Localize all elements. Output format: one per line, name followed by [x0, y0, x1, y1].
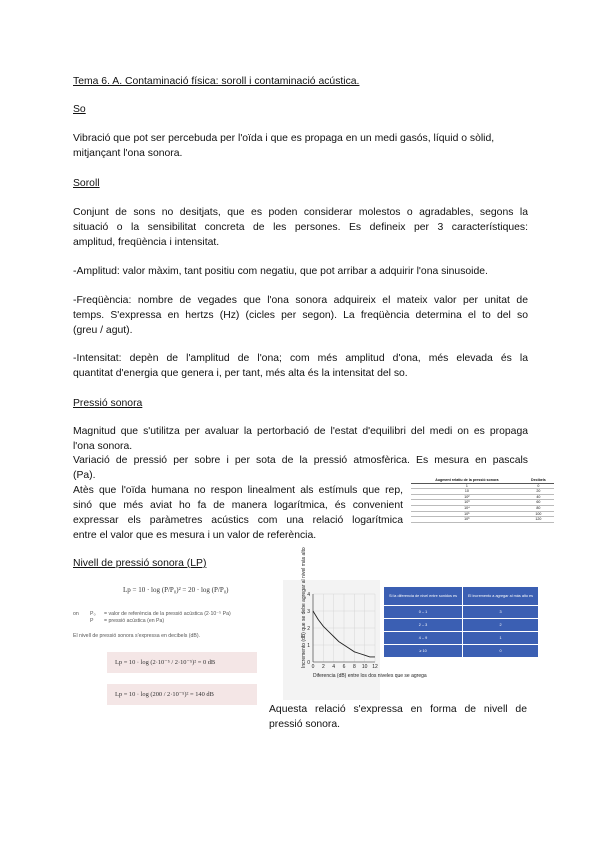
y-tick-label: 2	[307, 625, 310, 632]
paragraph-pressio-3: Atès que l'oïda humana no respon linealment als estímuls que rep, sinó que més aviat ho fa de manera logarítmica, és convenient expressar els paràmetres acústics com una relació logarítmica entre el valor que es mesura i un valor de referència.	[73, 485, 403, 541]
table-cell: 60	[523, 500, 554, 506]
paragraph-pressio-1: Magnitud que s'utilitza per avaluar la pertorbació de l'estat d'equilibri del medi on es propaga l'ona sonora.	[73, 426, 528, 452]
y-tick-label: 1	[307, 642, 310, 649]
x-tick-label: 0	[311, 664, 315, 670]
table-row	[384, 645, 538, 658]
table-cell: ≥ 10	[384, 645, 463, 658]
table-cell: 10⁶	[411, 517, 523, 523]
page-title: Tema 6. A. Contaminació física: soroll i contaminació acústica.	[73, 76, 360, 87]
formula-example-box	[107, 652, 257, 673]
table-cell: 0 – 1	[384, 606, 463, 619]
heading-nivell: Nivell de pressió sonora (LP)	[73, 558, 207, 569]
table-cell: 0	[463, 645, 538, 658]
table-header: El incremento a agregar al más alto es	[463, 587, 538, 606]
y-tick-label: 4	[307, 591, 310, 598]
x-tick-label: 4	[332, 664, 336, 670]
level-increment-table	[384, 587, 538, 657]
heading-pressio: Pressió sonora	[73, 398, 143, 409]
table-cell: 1	[411, 483, 523, 489]
table-cell: 4 – 9	[384, 632, 463, 645]
formula-example-1: Lp = 10 · log (2·10⁻⁵ / 2·10⁻⁵)² = 0 dB	[115, 659, 216, 666]
formula-image	[71, 580, 261, 742]
paragraph-caption: Aquesta relació s'expressa en forma de nivell de pressió sonora.	[269, 704, 527, 730]
table-cell: 0	[523, 483, 554, 489]
y-axis-label: Incremento (dB) que se debe agregar al nivel más alto	[301, 547, 307, 668]
formula-note: El nivell de pressió sonora s'expressa en decibels (dB).	[73, 633, 200, 639]
table-cell: 10⁴	[411, 505, 523, 511]
formula-p-symbol: P	[90, 618, 94, 624]
formula-on: on	[73, 611, 79, 617]
x-tick-label: 8	[352, 664, 356, 670]
table-cell: 2 – 3	[384, 619, 463, 632]
formula-p0-definition: = valor de referència de la pressió acústica (2·10⁻⁵ Pa)	[104, 611, 231, 617]
table-cell: 2	[463, 619, 538, 632]
paragraph-pressio-2: Variació de pressió per sobre i per sota de la pressió atmosfèrica. Es mesura en pascals (Pa).	[73, 455, 528, 481]
formula-p-definition: = pressió acústica (en Pa)	[104, 618, 165, 624]
x-tick-label: 2	[321, 664, 325, 670]
formula-main: Lp = 10 · log (P/P₀)² = 20 · log (P/P₀)	[123, 586, 229, 594]
paragraph-so: Vibració que pot ser percebuda per l'oïda i que es propaga en un medi gasós, líquid o sòlid, mitjançant l'ona sonora.	[73, 133, 495, 159]
table-cell: 10	[411, 489, 523, 495]
table-row	[384, 619, 538, 632]
table-cell: 120	[523, 517, 554, 523]
formula-p0-symbol: P₀	[90, 611, 96, 617]
pressure-decibel-table	[411, 478, 554, 523]
x-axis-label: Diferencia (dB) entre los dos niveles que se agrega	[313, 673, 427, 679]
table-row	[384, 632, 538, 645]
heading-soroll: Soroll	[73, 178, 100, 189]
y-tick-label: 3	[307, 608, 310, 615]
table-cell: 1	[463, 632, 538, 645]
table-cell: 10⁵	[411, 511, 523, 517]
x-tick-label: 12	[372, 664, 378, 670]
paragraph-amplitud: -Amplitud: valor màxim, tant positiu com negatiu, que pot arribar a adquirir l'ona sinusoide.	[73, 266, 488, 277]
x-tick-label: 6	[342, 664, 346, 670]
table-cell: 100	[523, 511, 554, 517]
y-tick-label: 0	[307, 659, 310, 666]
table-cell: 10³	[411, 500, 523, 506]
table-row	[411, 517, 554, 523]
table-cell: 80	[523, 505, 554, 511]
paragraph-soroll: Conjunt de sons no desitjats, que es poden considerar molestos o agradables, segons la situació o la sensibilitat concreta de les persones. Es defineix per 3 característiques: amplitud, freqüència i intensitat.	[73, 207, 528, 248]
chart-background	[283, 580, 380, 700]
table-header: Augment relatiu de la pressió sonora	[411, 478, 523, 483]
x-tick-label: 10	[361, 664, 368, 670]
table-header: Decibels	[523, 478, 554, 483]
table-header-row	[384, 587, 538, 606]
table-cell: 40	[523, 494, 554, 500]
table-cell: 10²	[411, 494, 523, 500]
formula-example-box	[107, 684, 257, 705]
table-row	[384, 606, 538, 619]
formula-example-2: Lp = 10 · log (200 / 2·10⁻⁵)² = 140 dB	[115, 691, 214, 698]
table-header: Si la diferencia de nivel entre sonidos es	[384, 587, 463, 606]
paragraph-intensitat: -Intensitat: depèn de l'amplitud de l'ona; com més amplitud d'ona, més elevada és la quantitat d'energia que genera i, per tant, més alta és la intensitat del so.	[73, 353, 528, 379]
paragraph-frequencia: -Freqüència: nombre de vegades que l'ona sonora adquireix el mateix valor per unitat de temps. S'expressa en hertzs (Hz) (cicles per segon). La freqüència determina el to del so (greu / agut).	[73, 295, 528, 336]
heading-so: So	[73, 104, 86, 115]
table-cell: 20	[523, 489, 554, 495]
table-cell: 3	[463, 606, 538, 619]
